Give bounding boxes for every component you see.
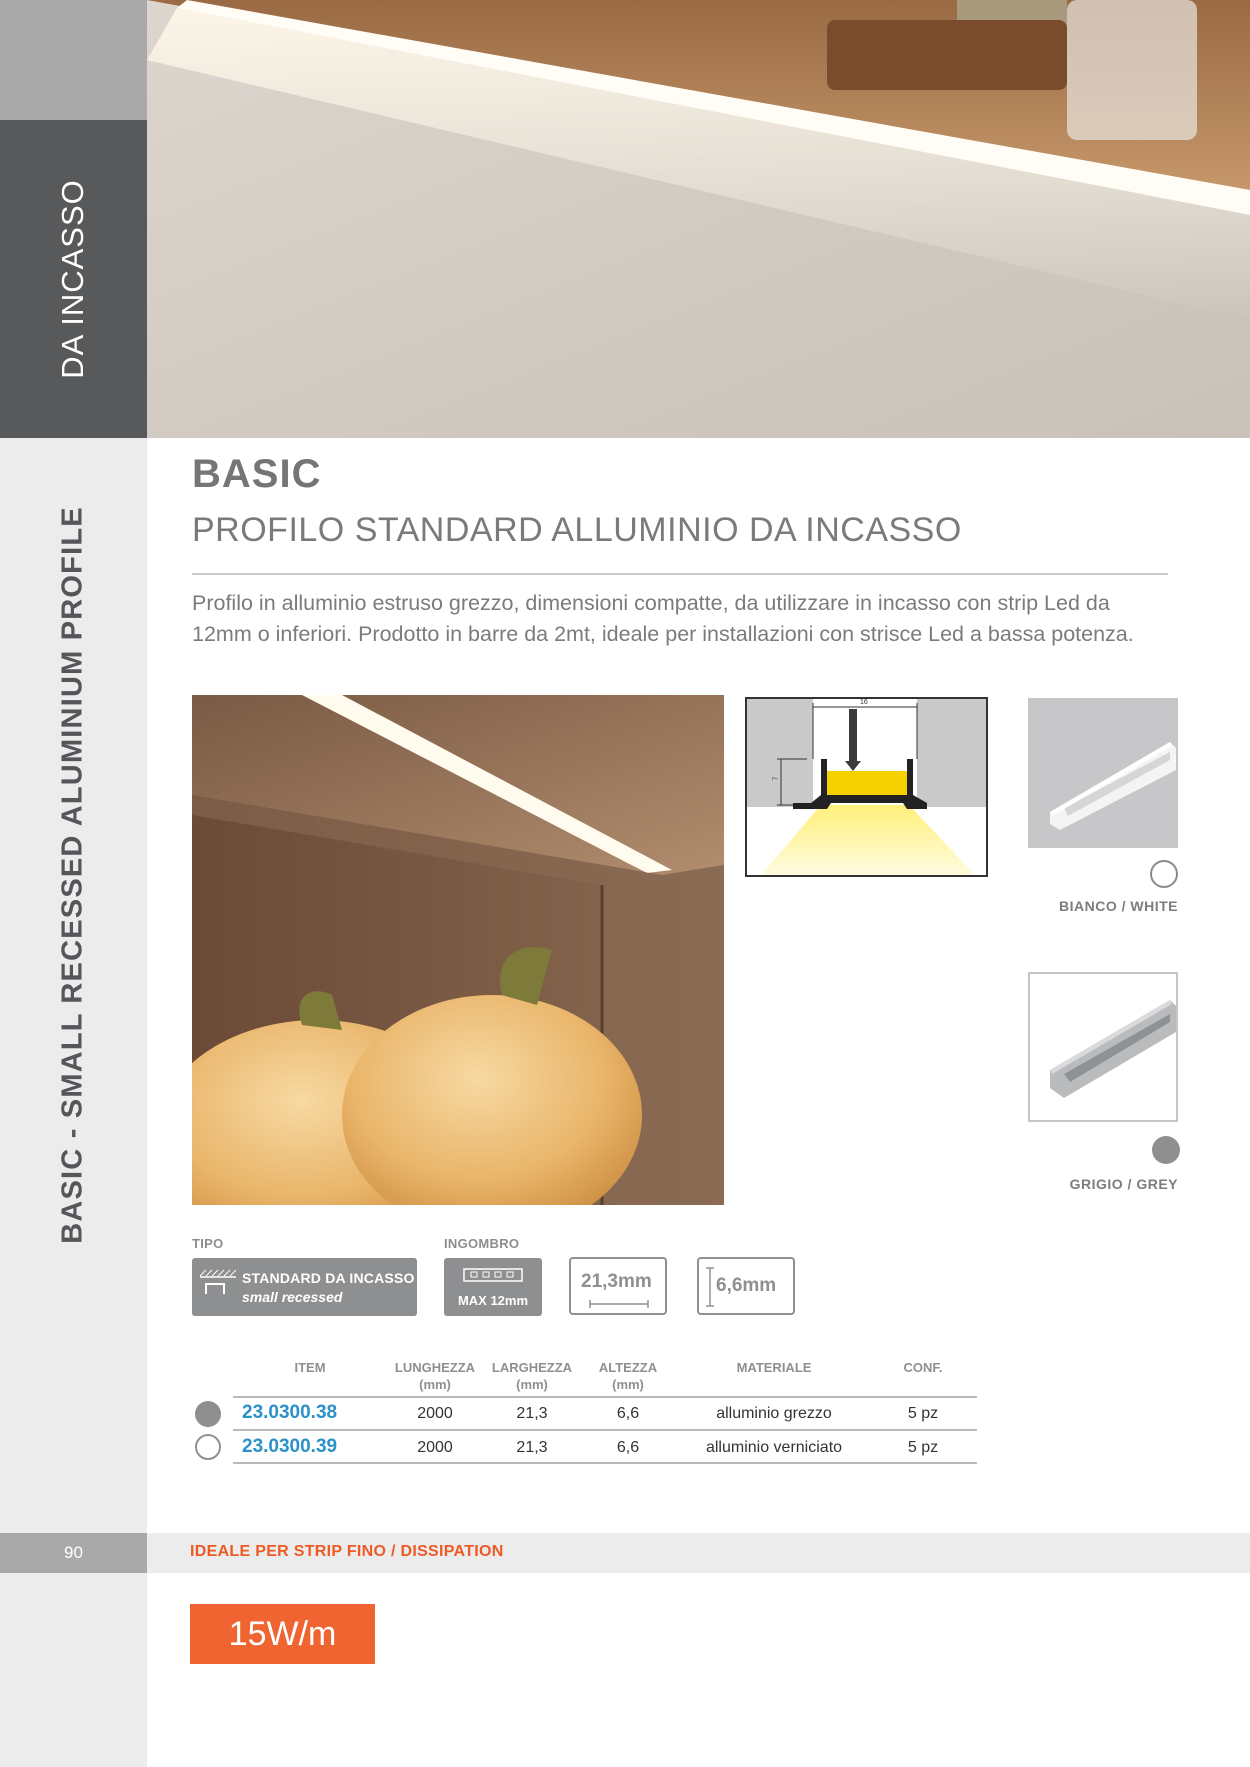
drawing-height-label: 7 bbox=[772, 776, 780, 781]
row-length: 2000 bbox=[417, 1439, 453, 1456]
col-header-length bbox=[390, 1359, 480, 1393]
row-height: 6,6 bbox=[616, 1439, 640, 1456]
row-width: 21,3 bbox=[516, 1439, 548, 1456]
white-finish-swatch bbox=[1150, 860, 1178, 888]
recessed-icon bbox=[198, 1268, 238, 1308]
row-width: 21,3 bbox=[516, 1405, 548, 1422]
white-finish-dot bbox=[195, 1434, 221, 1460]
vertical-product-title: BASIC - SMALL RECESSED ALUMINIUM PROFILE bbox=[56, 506, 89, 1244]
table-row-rule bbox=[233, 1429, 977, 1431]
row-pack: 5 pz bbox=[907, 1439, 939, 1456]
grey-finish-dot bbox=[195, 1401, 221, 1427]
type-badge bbox=[192, 1258, 417, 1316]
row-pack: 5 pz bbox=[907, 1405, 939, 1422]
row-height: 6,6 bbox=[616, 1405, 640, 1422]
col-header-width-label: LARGHEZZA bbox=[491, 1360, 573, 1375]
grey-finish-label: GRIGIO / GREY bbox=[1069, 1176, 1178, 1192]
row-length: 2000 bbox=[417, 1405, 453, 1422]
feature-band-text: IDEALE PER STRIP FINO / DISSIPATION bbox=[190, 1543, 504, 1560]
col-header-height-unit: (mm) bbox=[612, 1377, 644, 1392]
heading-divider bbox=[192, 573, 1168, 575]
width-badge bbox=[569, 1257, 667, 1315]
item-code[interactable]: 23.0300.39 bbox=[242, 1436, 338, 1457]
white-profile-image bbox=[1028, 698, 1178, 848]
col-header-material: MATERIALE bbox=[736, 1360, 812, 1375]
product-title: BASIC bbox=[192, 452, 322, 496]
drawing-width-label: 16 bbox=[860, 699, 868, 706]
tipo-label: TIPO bbox=[192, 1236, 224, 1251]
table-bottom-rule bbox=[233, 1462, 977, 1464]
col-header-length-label: LUNGHEZZA bbox=[394, 1360, 476, 1375]
height-dimension-icon bbox=[705, 1267, 715, 1307]
width-value: 21,3mm bbox=[581, 1271, 652, 1292]
grey-finish-swatch bbox=[1152, 1136, 1180, 1164]
col-header-width bbox=[487, 1359, 577, 1393]
col-header-length-unit: (mm) bbox=[419, 1377, 451, 1392]
col-header-width-unit: (mm) bbox=[516, 1377, 548, 1392]
sidebar-top-block bbox=[0, 0, 147, 120]
height-badge bbox=[697, 1257, 795, 1315]
col-header-pack: CONF. bbox=[903, 1360, 943, 1375]
row-material: alluminio grezzo bbox=[716, 1405, 832, 1422]
product-subtitle: PROFILO STANDARD ALLUMINIO DA INCASSO bbox=[192, 511, 962, 549]
col-header-item: ITEM bbox=[294, 1360, 326, 1375]
item-code[interactable]: 23.0300.38 bbox=[242, 1402, 338, 1423]
white-finish-label: BIANCO / WHITE bbox=[1059, 898, 1178, 914]
col-header-height-label: ALTEZZA bbox=[598, 1360, 658, 1375]
section-label: DA INCASSO bbox=[55, 179, 90, 379]
led-strip-icon bbox=[463, 1268, 523, 1284]
grey-profile-image bbox=[1028, 972, 1178, 1122]
page-number: 90 bbox=[64, 1543, 83, 1562]
width-dimension-icon bbox=[589, 1299, 649, 1309]
table-header-rule bbox=[233, 1396, 977, 1398]
height-value: 6,6mm bbox=[716, 1275, 777, 1296]
ingombro-badge bbox=[444, 1258, 542, 1316]
type-sub-text: small recessed bbox=[242, 1289, 343, 1305]
col-header-height bbox=[583, 1359, 673, 1393]
row-material: alluminio verniciato bbox=[705, 1439, 843, 1456]
cross-section-drawing bbox=[745, 697, 988, 877]
hero-image bbox=[147, 0, 1250, 438]
product-photo bbox=[192, 695, 724, 1205]
ingombro-label: INGOMBRO bbox=[444, 1236, 520, 1251]
type-main-text: STANDARD DA INCASSO bbox=[242, 1270, 415, 1286]
product-description: Profilo in alluminio estruso grezzo, dimensioni compatte, da utilizzare in incasso con strip Led da 12mm o inferiori. Prodotto in barre da 2mt, ideale per installazioni con strisce Led a bassa potenza. bbox=[192, 591, 1134, 646]
power-badge: 15W/m bbox=[190, 1604, 375, 1664]
ingombro-value: MAX 12mm bbox=[457, 1293, 529, 1308]
